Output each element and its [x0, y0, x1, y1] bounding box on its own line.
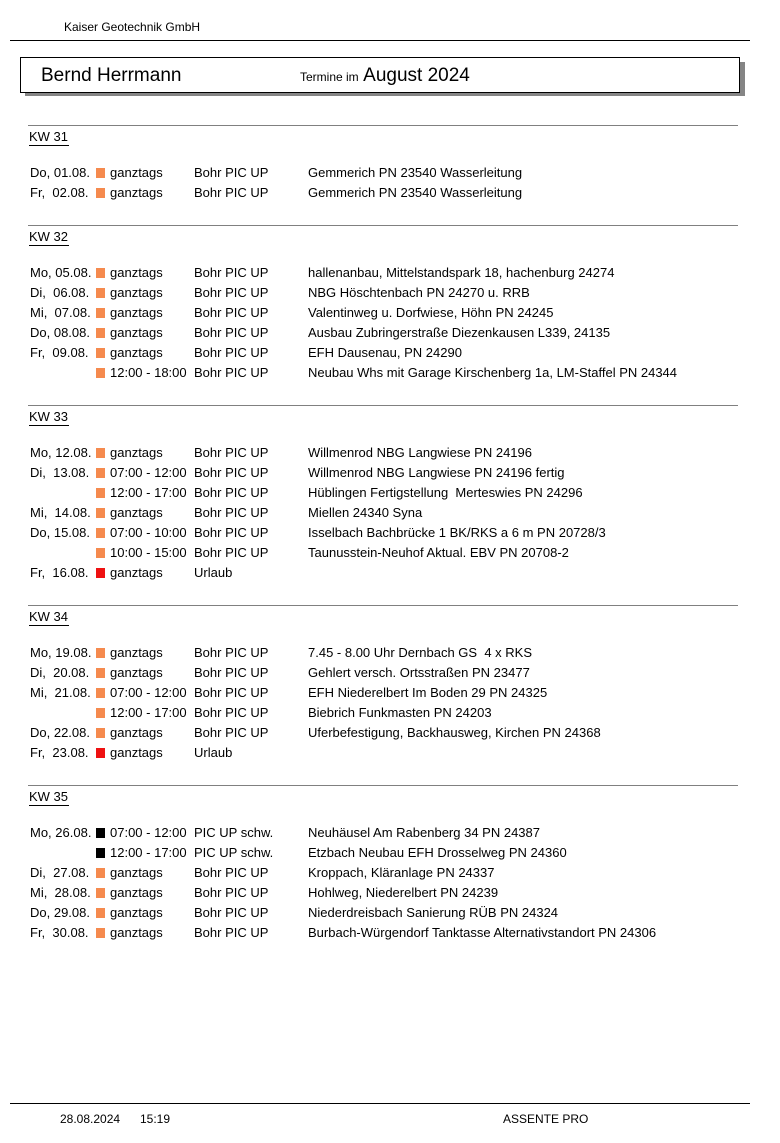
- category-marker-icon: [96, 668, 105, 678]
- appointment-row[interactable]: [0, 905, 780, 925]
- appointment-time: 07:00 - 10:00: [110, 525, 187, 540]
- category-marker-icon: [96, 868, 105, 878]
- appointment-row[interactable]: [0, 705, 780, 725]
- appointment-day: Do, 22.08.: [30, 725, 90, 740]
- category-marker-icon: [96, 688, 105, 698]
- appointment-row[interactable]: [0, 365, 780, 385]
- appointment-description: Willmenrod NBG Langwiese PN 24196: [308, 445, 532, 460]
- appointment-row[interactable]: [0, 925, 780, 945]
- appointment-type: Bohr PIC UP: [194, 885, 269, 900]
- appointment-description: Biebrich Funkmasten PN 24203: [308, 705, 492, 720]
- category-marker-icon: [96, 448, 105, 458]
- appointment-description: Taunusstein-Neuhof Aktual. EBV PN 20708-2: [308, 545, 569, 560]
- appointment-description: Hohlweg, Niederelbert PN 24239: [308, 885, 499, 900]
- appointment-time: 12:00 - 17:00: [110, 845, 187, 860]
- appointment-time: ganztags: [110, 265, 163, 280]
- appointment-time: 12:00 - 18:00: [110, 365, 187, 380]
- appointment-description: EFH Dausenau, PN 24290: [308, 345, 462, 360]
- appointment-description: Neubau Whs mit Garage Kirschenberg 1a, LM-Staffel PN 24344: [308, 365, 678, 380]
- appointment-type: Bohr PIC UP: [194, 165, 269, 180]
- appointment-type: Bohr PIC UP: [194, 325, 269, 340]
- appointment-type: Bohr PIC UP: [194, 485, 269, 500]
- appointment-day: Fr, 02.08.: [30, 185, 89, 200]
- appointment-row[interactable]: [0, 565, 780, 585]
- category-marker-icon: [96, 168, 105, 178]
- appointment-time: ganztags: [110, 185, 163, 200]
- appointment-type: Bohr PIC UP: [194, 305, 269, 320]
- header-divider: [10, 40, 750, 41]
- app-name: ASSENTE PRO: [503, 1112, 589, 1126]
- appointment-row[interactable]: [0, 345, 780, 365]
- appointment-row[interactable]: [0, 445, 780, 465]
- appointment-type: Bohr PIC UP: [194, 645, 269, 660]
- appointment-day: Fr, 23.08.: [30, 745, 89, 760]
- appointment-time: ganztags: [110, 745, 163, 760]
- category-marker-icon: [96, 848, 105, 858]
- category-marker-icon: [96, 468, 105, 478]
- appointment-row[interactable]: [0, 665, 780, 685]
- week-section: [0, 605, 780, 785]
- appointment-type: Bohr PIC UP: [194, 285, 269, 300]
- appointment-time: ganztags: [110, 565, 163, 580]
- category-marker-icon: [96, 928, 105, 938]
- appointment-time: ganztags: [110, 165, 163, 180]
- appointment-row[interactable]: [0, 265, 780, 285]
- appointment-description: Uferbefestigung, Backhausweg, Kirchen PN 24368: [308, 725, 601, 740]
- appointment-list: [0, 785, 780, 945]
- appointment-list: [0, 125, 780, 205]
- appointment-type: PIC UP schw.: [194, 825, 274, 840]
- week-section: [0, 405, 780, 605]
- appointment-row[interactable]: [0, 865, 780, 885]
- appointment-day: Di, 13.08.: [30, 465, 90, 480]
- appointment-time: 07:00 - 12:00: [110, 465, 187, 480]
- appointment-row[interactable]: [0, 305, 780, 325]
- appointment-row[interactable]: [0, 285, 780, 305]
- category-marker-icon: [96, 828, 105, 838]
- category-marker-icon: [96, 648, 105, 658]
- week-label: KW 32: [29, 229, 69, 244]
- category-marker-icon: [96, 548, 105, 558]
- appointment-type: Bohr PIC UP: [194, 505, 269, 520]
- appointment-row[interactable]: [0, 165, 780, 185]
- appointment-day: Mo, 12.08.: [30, 445, 92, 460]
- appointment-day: Mi, 21.08.: [30, 685, 91, 700]
- appointment-description: NBG Höschtenbach PN 24270 u. RRB: [308, 285, 530, 300]
- appointment-time: ganztags: [110, 305, 163, 320]
- appointment-time: ganztags: [110, 445, 163, 460]
- appointment-time: ganztags: [110, 885, 163, 900]
- appointment-day: Di, 06.08.: [30, 285, 90, 300]
- week-label: KW 33: [29, 409, 69, 424]
- category-marker-icon: [96, 288, 105, 298]
- appointment-time: ganztags: [110, 645, 163, 660]
- appointment-day: Fr, 09.08.: [30, 345, 89, 360]
- appointment-type: Bohr PIC UP: [194, 465, 269, 480]
- appointment-description: Burbach-Würgendorf Tanktasse Alternativstandort PN 24306: [308, 925, 657, 940]
- appointment-row[interactable]: [0, 545, 780, 565]
- appointment-time: ganztags: [110, 725, 163, 740]
- month-prefix: Termine im: [300, 70, 359, 84]
- week-section: [0, 785, 780, 965]
- appointment-description: Isselbach Bachbrücke 1 BK/RKS a 6 m PN 20728/3: [308, 525, 606, 540]
- appointment-row[interactable]: [0, 485, 780, 505]
- category-marker-icon: [96, 368, 105, 378]
- week-list: [0, 125, 780, 965]
- appointment-type: Bohr PIC UP: [194, 365, 269, 380]
- appointment-type: Urlaub: [194, 745, 233, 760]
- appointment-description: Gemmerich PN 23540 Wasserleitung: [308, 165, 523, 180]
- category-marker-icon: [96, 528, 105, 538]
- appointment-description: Ausbau Zubringerstraße Diezenkausen L339, 24135: [308, 325, 611, 340]
- appointment-description: EFH Niederelbert Im Boden 29 PN 24325: [308, 685, 548, 700]
- appointment-row[interactable]: [0, 685, 780, 705]
- appointment-time: ganztags: [110, 925, 163, 940]
- appointment-time: ganztags: [110, 505, 163, 520]
- person-name: Bernd Herrmann: [41, 65, 182, 86]
- appointment-description: 7.45 - 8.00 Uhr Dernbach GS 4 x RKS: [308, 645, 532, 660]
- category-marker-icon: [96, 888, 105, 898]
- category-marker-icon: [96, 708, 105, 718]
- appointment-day: Do, 29.08.: [30, 905, 90, 920]
- appointment-time: 12:00 - 17:00: [110, 705, 187, 720]
- appointment-row[interactable]: [0, 505, 780, 525]
- print-date: 28.08.2024: [60, 1112, 121, 1126]
- appointment-description: Miellen 24340 Syna: [308, 505, 423, 520]
- appointment-description: Valentinweg u. Dorfwiese, Höhn PN 24245: [308, 305, 554, 320]
- appointment-type: Bohr PIC UP: [194, 725, 269, 740]
- appointment-row[interactable]: [0, 325, 780, 345]
- appointment-row[interactable]: [0, 845, 780, 865]
- appointment-time: 12:00 - 17:00: [110, 485, 187, 500]
- appointment-day: Fr, 30.08.: [30, 925, 89, 940]
- week-label: KW 34: [29, 609, 69, 624]
- appointment-time: ganztags: [110, 285, 163, 300]
- appointment-day: Mo, 19.08.: [30, 645, 92, 660]
- appointment-day: Di, 20.08.: [30, 665, 90, 680]
- category-marker-icon: [96, 268, 105, 278]
- appointment-row[interactable]: [0, 465, 780, 485]
- appointment-time: ganztags: [110, 865, 163, 880]
- appointment-list: [0, 605, 780, 765]
- category-marker-icon: [96, 908, 105, 918]
- week-label: KW 31: [29, 129, 69, 144]
- appointment-description: Neuhäusel Am Rabenberg 34 PN 24387: [308, 825, 540, 840]
- appointment-description: Niederdreisbach Sanierung RÜB PN 24324: [308, 905, 559, 920]
- appointment-day: Di, 27.08.: [30, 865, 90, 880]
- appointment-row[interactable]: [0, 745, 780, 765]
- title-box: [20, 57, 740, 93]
- appointment-day: Mo, 05.08.: [30, 265, 92, 280]
- appointment-list: [0, 405, 780, 585]
- footer-divider: [10, 1103, 750, 1104]
- category-marker-icon: [96, 568, 105, 578]
- appointment-time: ganztags: [110, 325, 163, 340]
- appointment-row[interactable]: [0, 725, 780, 745]
- category-marker-icon: [96, 188, 105, 198]
- appointment-time: ganztags: [110, 905, 163, 920]
- appointment-type: Bohr PIC UP: [194, 705, 269, 720]
- appointment-type: Bohr PIC UP: [194, 265, 269, 280]
- appointment-type: Urlaub: [194, 565, 233, 580]
- appointment-description: Willmenrod NBG Langwiese PN 24196 fertig: [308, 465, 565, 480]
- appointment-type: Bohr PIC UP: [194, 685, 269, 700]
- appointment-day: Do, 15.08.: [30, 525, 90, 540]
- appointment-type: Bohr PIC UP: [194, 345, 269, 360]
- print-time: 15:19: [140, 1112, 171, 1126]
- category-marker-icon: [96, 728, 105, 738]
- appointment-day: Mi, 14.08.: [30, 505, 91, 520]
- category-marker-icon: [96, 308, 105, 318]
- appointment-type: Bohr PIC UP: [194, 525, 269, 540]
- month-heading: [300, 65, 470, 87]
- appointment-description: Gehlert versch. Ortsstraßen PN 23477: [308, 665, 530, 680]
- appointment-time: 10:00 - 15:00: [110, 545, 187, 560]
- appointment-day: Mo, 26.08.: [30, 825, 92, 840]
- appointment-row[interactable]: [0, 825, 780, 845]
- appointment-type: Bohr PIC UP: [194, 185, 269, 200]
- appointment-list: [0, 225, 780, 385]
- appointment-description: Kroppach, Kläranlage PN 24337: [308, 865, 495, 880]
- appointment-day: Do, 08.08.: [30, 325, 90, 340]
- appointment-description: Hüblingen Fertigstellung Merteswies PN 24296: [308, 485, 583, 500]
- company-name: Kaiser Geotechnik GmbH: [64, 20, 201, 34]
- appointment-time: 07:00 - 12:00: [110, 825, 187, 840]
- category-marker-icon: [96, 348, 105, 358]
- appointment-type: Bohr PIC UP: [194, 445, 269, 460]
- category-marker-icon: [96, 508, 105, 518]
- appointment-day: Mi, 07.08.: [30, 305, 91, 320]
- appointment-row[interactable]: [0, 525, 780, 545]
- week-label: KW 35: [29, 789, 69, 804]
- appointment-type: PIC UP schw.: [194, 845, 274, 860]
- appointment-type: Bohr PIC UP: [194, 665, 269, 680]
- month-value: August 2024: [363, 65, 470, 86]
- category-marker-icon: [96, 328, 105, 338]
- appointment-row[interactable]: [0, 185, 780, 205]
- category-marker-icon: [96, 748, 105, 758]
- appointment-description: Gemmerich PN 23540 Wasserleitung: [308, 185, 523, 200]
- appointment-description: Etzbach Neubau EFH Drosselweg PN 24360: [308, 845, 567, 860]
- appointment-description: hallenanbau, Mittelstandspark 18, hachenburg 24274: [308, 265, 615, 280]
- week-section: [0, 225, 780, 405]
- appointment-type: Bohr PIC UP: [194, 545, 269, 560]
- week-section: [0, 125, 780, 225]
- appointment-day: Fr, 16.08.: [30, 565, 89, 580]
- appointment-time: ganztags: [110, 665, 163, 680]
- appointment-row[interactable]: [0, 885, 780, 905]
- appointment-time: 07:00 - 12:00: [110, 685, 187, 700]
- appointment-type: Bohr PIC UP: [194, 865, 269, 880]
- appointment-time: ganztags: [110, 345, 163, 360]
- appointment-day: Mi, 28.08.: [30, 885, 91, 900]
- appointment-day: Do, 01.08.: [30, 165, 90, 180]
- appointment-row[interactable]: [0, 645, 780, 665]
- appointment-type: Bohr PIC UP: [194, 925, 269, 940]
- category-marker-icon: [96, 488, 105, 498]
- appointment-type: Bohr PIC UP: [194, 905, 269, 920]
